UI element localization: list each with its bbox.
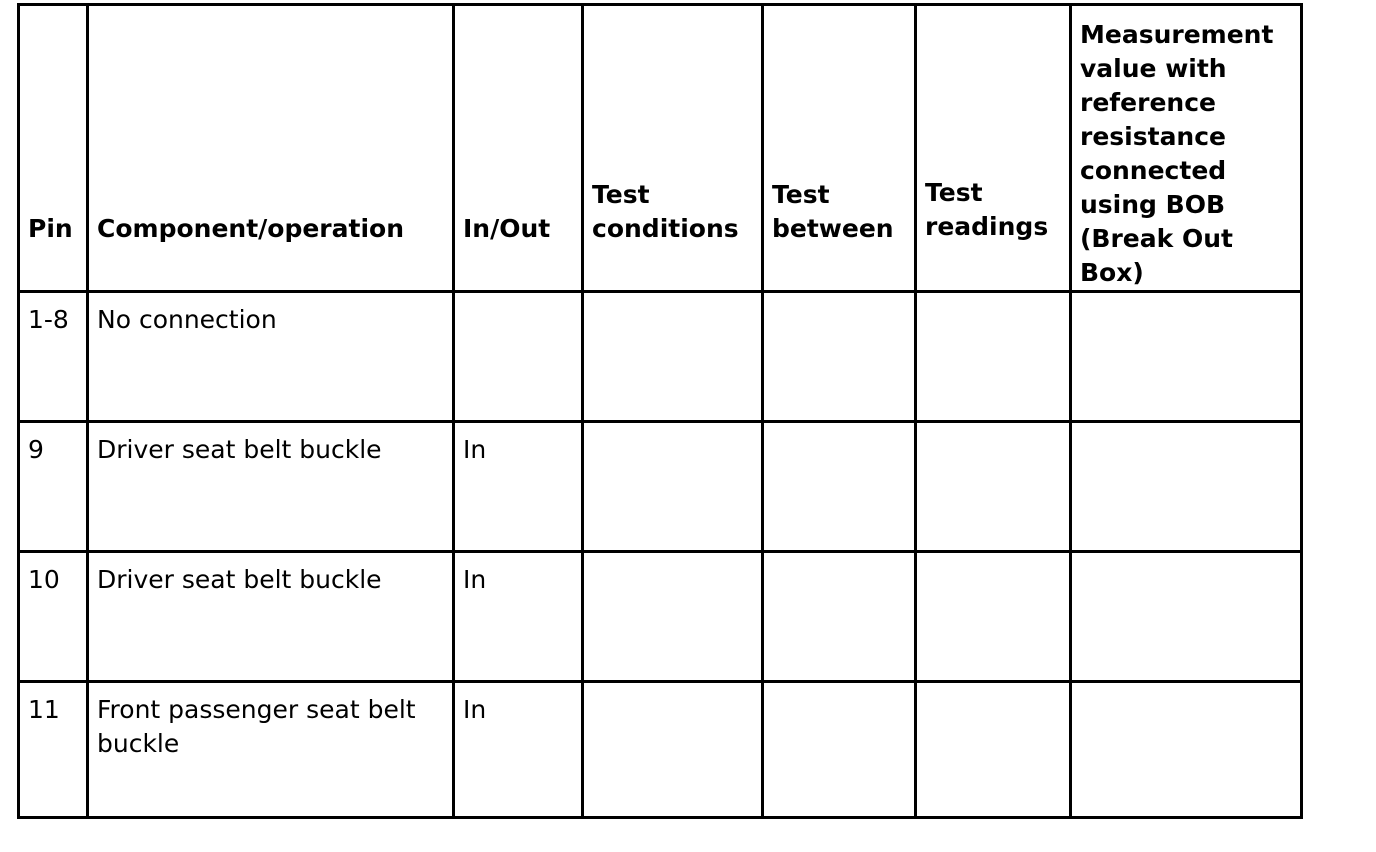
cell-test-conditions [583,682,763,818]
cell-component: Front passenger seat belt buckle [88,682,454,818]
header-test-conditions: Test conditions [583,5,763,292]
table-row [19,552,1302,682]
cell-measurement-value [1071,292,1302,422]
cell-pin: 9 [19,422,88,552]
cell-component: Driver seat belt buckle [88,422,454,552]
cell-pin: 1-8 [19,292,88,422]
cell-in-out: In [454,422,583,552]
cell-component: Driver seat belt buckle [88,552,454,682]
table-row [19,422,1302,552]
header-component: Component/operation [88,5,454,292]
cell-component: No connection [88,292,454,422]
header-test-readings: Test readings [916,5,1071,292]
cell-test-readings [916,292,1071,422]
cell-in-out: In [454,552,583,682]
cell-in-out [454,292,583,422]
cell-pin: 10 [19,552,88,682]
cell-pin: 11 [19,682,88,818]
cell-test-readings [916,682,1071,818]
cell-measurement-value [1071,552,1302,682]
cell-test-between [763,682,916,818]
cell-test-conditions [583,292,763,422]
cell-test-conditions [583,422,763,552]
cell-test-between [763,552,916,682]
table-header-row [19,5,1302,292]
cell-test-between [763,292,916,422]
cell-test-readings [916,552,1071,682]
table-row [19,682,1302,818]
cell-test-between [763,422,916,552]
cell-measurement-value [1071,682,1302,818]
cell-in-out: In [454,682,583,818]
table-row [19,292,1302,422]
header-pin: Pin [19,5,88,292]
header-in-out: In/Out [454,5,583,292]
header-test-between: Test between [763,5,916,292]
header-measurement-value: Measurement value with reference resistance connected using BOB (Break Out Box) [1071,5,1302,292]
cell-measurement-value [1071,422,1302,552]
pin-table [17,3,1303,819]
cell-test-readings [916,422,1071,552]
cell-test-conditions [583,552,763,682]
